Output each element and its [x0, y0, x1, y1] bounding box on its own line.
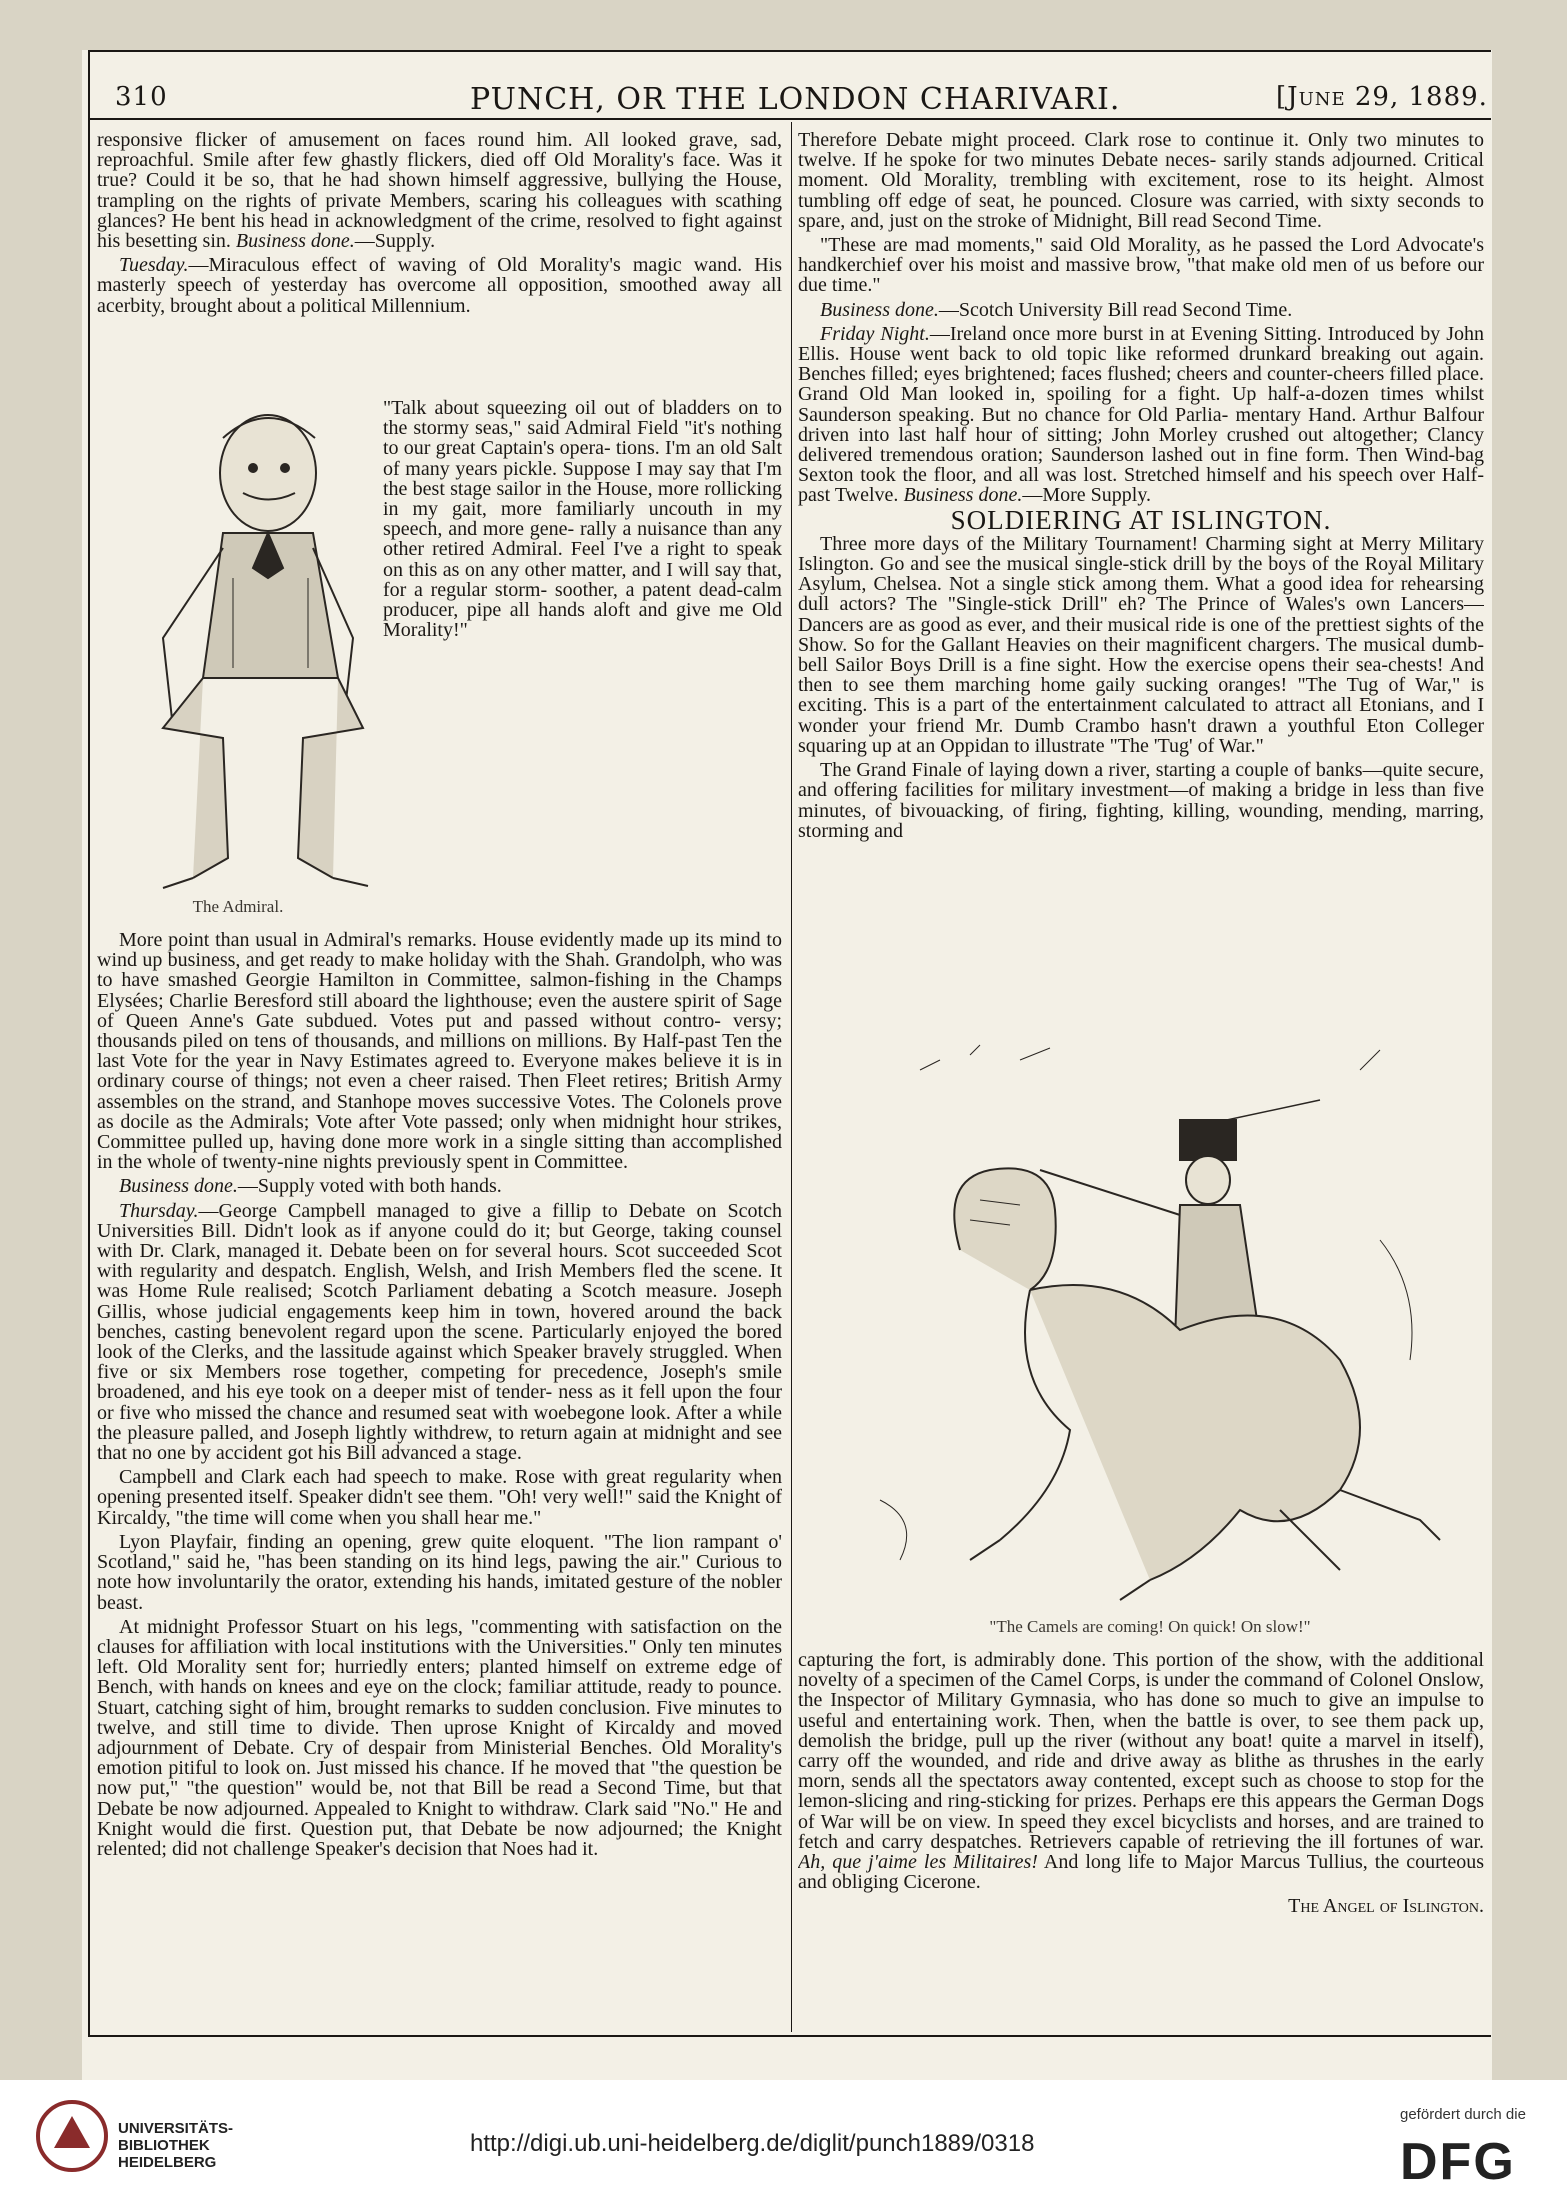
day-label: Friday Night. — [820, 322, 930, 345]
business-done: Business done. — [119, 1175, 238, 1198]
page-title: PUNCH, OR THE LONDON CHARIVARI. — [470, 82, 1121, 117]
source-url-link[interactable]: http://digi.ub.uni-heidelberg.de/diglit/punch1889/0318 — [470, 2130, 1035, 2157]
header-rule — [88, 118, 1491, 120]
university-logo-icon — [34, 2098, 110, 2174]
day-label: Thursday. — [119, 1199, 199, 1222]
paragraph — [97, 1176, 782, 1196]
business-done-tail: —Scotch University Bill read Second Time. — [938, 298, 1293, 321]
top-rule — [88, 50, 1491, 52]
admiral-illustration — [103, 398, 378, 893]
paragraph — [97, 1467, 782, 1528]
paragraph-text: —Miraculous effect of waving of Old Morality's magic wand. His masterly speech of yesterday has overcome all opposition, smoothed away all acerbity, brought about a political Millennium. — [97, 254, 782, 317]
paragraph — [383, 398, 782, 640]
business-done: Business done. — [820, 298, 939, 321]
business-done-tail: —More Supply. — [1022, 484, 1152, 507]
business-done-tail: —Supply. — [354, 230, 436, 253]
right-column-top — [798, 130, 1484, 1070]
paragraph-text: Therefore Debate might proceed. Clark rose to continue it. Only two minutes to twelve. If he spoke for two minutes Debate neces- sarily stands adjourned. Critical moment. Old Morality, trembling with excitement, rose to its height. Almost tumbling off edge of seat, he pounced. Closure was carried, with sixty seconds to spare, and, just on the stroke of Midnight, Bill read Second Time. — [798, 130, 1484, 232]
paragraph — [97, 1532, 782, 1613]
paragraph-text: More point than usual in Admiral's remarks. House evidently made up its mind to wind up business, and get ready to make holiday with the Shah. Grandolph, who was to have smashed Georgie Hamilton in Committee, salmon-fishing in the Champs Elysées; Charlie Beresford still aboard the lighthouse; even the austere spirit of Sage of Queen Anne's Gate subdued. Votes put and passed without contro- versy; thousands piled on tens of thousands, and millions on millions. By Half-past Ten the last Vote for the year in Navy Estimates agreed to. Everyone makes believe it is in ordinary course of things; not even a cheer raised. Then Fleet retires; British Army assembles on the strand, and Stanhope moves successive Votes. The Colonels prove as docile as the Admirals; Vote after Vote passed; only when midnight hour strikes, Committee pulled up, having done more work in a single sitting than accomplished in the whole of twenty-nine nights previously spent in Committee. — [97, 930, 782, 1174]
camel-caption: "The Camels are coming! On quick! On slow!" — [989, 1617, 1311, 1636]
issue-date-text: [June 29, 1889. — [1276, 82, 1488, 112]
paragraph-text: —George Campbell managed to give a fillip to Debate on Scotch Universities Bill. Didn't look as if anyone could do it; but George, taking counsel with Dr. Clark, managed it. Debate been on for several hours. Scot succeeded Scot with regularity and despatch. English, Welsh, and Irish Members fled the scene. It was Home Rule realised; Scotch Parliament debating a Scotch measure. Joseph Gillis, whose judicial engagements keep him in town, hovered around the back benches, casting benevolent regard upon the scene. Particularly enjoyed the bored look of the Clerks, and the lassitude against which Speaker bravely struggled. When five or six Members rose together, competing for precedence, Joseph's smile broadened, and his eye took on a deeper mist of tender- ness as it fell upon the four or five who missed the chance and resumed seat with woebegone look. After a while the pleasure palled, and Joseph lightly withdrew, to return again at midnight and see that no one by accident got his Bill advanced a stage. — [97, 1199, 782, 1465]
paragraph-text: —Ireland once more burst in at Evening Sitting. Introduced by John Ellis. House went back to old topic like reformed drunkard breaking out again. Benches filled; eyes brightened; faces flushed; cheers and counter-cheers filled place. Grand Old Man looked in, spoiling for a fight. Up half-a-dozen times whilst Saunderson speaking. But no chance for Old Parlia- mentary Hand. Arthur Balfour driven into last half hour of sitting; John Morley crushed out altogether; Clancy delivered tremendous oration; Saunderson lashed out in fine form. Then Wind-bag Sexton took the floor, and all was lost. Stretched himself and his speech over Half-past Twelve. — [798, 322, 1484, 507]
author-signature: The Angel of Islington. — [1288, 1895, 1484, 1918]
paragraph-text: capturing the fort, is admirably done. This portion of the show, with the additional novelty of a specimen of the Camel Corps, is under the command of Colonel Onslow, the Inspector of Military Gymnasia, who has done so much to give an impulse to useful and entertaining work. Then, when the battle is over, to see them pack up, demolish the bridge, pull up the river (without any boat! quite a marvel in itself), carry off the wounded, and ride and drive away as blithe as thrushes in the early morn, sends all the spectators away contented, except such as choose to stop for the lemon-slicing and ring-sticking for prizes. Perhaps ere this appears the German Dogs of War will be on view. In speed they excel bicyclists and horses, and are trained to fetch and carry despatches. Retrievers capable of retrieving the ill fortunes of war. — [798, 1650, 1484, 1853]
paragraph — [97, 1201, 782, 1464]
paragraph — [798, 1650, 1484, 1892]
paragraph-text: Lyon Playfair, finding an opening, grew quite eloquent. "The lion rampant o' Scotland," said he, "has been standing on its hind legs, pawing the air." Curious to note how involuntarily the orator, extending his hands, imitated gesture of the nobler beast. — [97, 1530, 782, 1614]
library-line: HEIDELBERG — [118, 2154, 217, 2171]
paragraph-text: At midnight Professor Stuart on his legs, "commenting with satisfaction on the clauses for affiliation with local institutions with the Universities." Only ten minutes left. Old Morality sent for; hurriedly enters; planted himself on extreme edge of Bench, with hands on knees and eye on the clock; familiar attitude, ready to pounce. Stuart, catching sight of him, brought remarks to sudden conclusion. Five minutes to twelve, and still time to divide. Then uprose Knight of Kircaldy and moved adjournment of Debate. Cry of despair from Ministerial Benches. Old Morality's emotion pitiful to look on. Just missed his chance. If he moved that "the question be now put," "the question" would be, not that Bill be read a Second Time, but that Debate be now adjourned. Appealed to Knight to withdraw. Clark said "No." He and Knight would die first. Question put, that Debate be now adjourned; the Knight relented; did not challenge Speaker's decision that Noes had it. — [97, 1615, 782, 1860]
day-label: Tuesday. — [119, 254, 189, 277]
french-phrase: Ah, que j'aime les Militaires! — [798, 1851, 1038, 1874]
library-line: UNIVERSITÄTS- — [118, 2120, 234, 2137]
paragraph — [798, 760, 1484, 841]
business-done: Business done. — [235, 230, 355, 253]
left-column-narrow — [383, 398, 782, 926]
paragraph — [97, 130, 782, 251]
paragraph-text: The Grand Finale of laying down a river, starting a couple of banks—quite secure, and offering facilities for military investment—of making a bridge in less than five minutes, of bivouacking, of firing, fighting, killing, wounding, mending, marring, storming and — [798, 759, 1484, 842]
paragraph — [798, 324, 1484, 506]
paragraph-text: "Talk about squeezing oil out of bladders on to the stormy seas," said Admiral Field "it's nothing to our great Captain's opera- tions. I'm an old Salt of many years pickle. Suppose I may say that I'm the best stage sailor in the House, more rollicking in my gait, more familiarly uncouth in my speech, and more gene- rally a nuisance than any other retired Admiral. Feel I've a right to speak on this as on any other matter, and I will say that, for a regular storm- soother, a patent dead-calm producer, pipe all hands aloft and give me Old Morality!" — [383, 398, 782, 642]
left-column-top — [97, 130, 782, 394]
section-title: SOLDIERING AT ISLINGTON. — [950, 504, 1332, 535]
left-rule — [88, 50, 90, 2035]
library-name — [118, 2120, 233, 2171]
paragraph-text: responsive flicker of amusement on faces round him. All looked grave, sad, reproachful. Smile after few ghastly flickers, died off Old Morality's face. Was it true? Could it be so, that he had shown himself aggressive, bullying the House, trampling on the rights of private Members, scaring his colleagues with scathing glances? He bent his head in acknowledgment of the crime, resolved to fight against his besetting sin. — [97, 130, 782, 253]
paragraph-text: "These are mad moments," said Old Morality, as he passed the Lord Advocate's handkerchief over his moist and massive brow, "that make old men of us before our due time." — [798, 234, 1484, 297]
column-divider — [791, 122, 792, 2032]
funded-by-label: gefördert durch die — [1400, 2106, 1526, 2123]
paragraph — [798, 300, 1484, 320]
issue-date — [1276, 82, 1488, 112]
paragraph — [97, 930, 782, 1172]
page-number: 310 — [115, 82, 168, 112]
paragraph — [97, 255, 782, 316]
business-done-tail: —Supply voted with both hands. — [237, 1175, 502, 1198]
library-line: BIBLIOTHEK — [118, 2137, 210, 2154]
paragraph-text: Campbell and Clark each had speech to make. Rose with great regularity when opening presented itself. Speaker didn't see them. "Oh! very well!" said the Knight of Kircaldy, "the time will come when you shall hear me." — [97, 1466, 782, 1529]
camel-illustration — [820, 1040, 1470, 1610]
footer-bar — [0, 2080, 1567, 2200]
admiral-caption: The Admiral. — [192, 897, 284, 916]
paragraph — [97, 1617, 782, 1859]
paragraph — [798, 235, 1484, 296]
left-column-bottom — [97, 930, 782, 2030]
paragraph — [798, 130, 1484, 231]
business-done: Business done. — [903, 484, 1023, 507]
paragraph-text: Three more days of the Military Tournament! Charming sight at Merry Military Islington. Go and see the musical single-stick drill by the boys of the Royal Military Asylum, Chelsea. Not a single stick among them. What a good idea for rehearsing dull actors? The "Single-stick Drill" eh? The Prince of Wales's own Lancers—Dancers are as good as ever, and their musical ride is one of the prettiest sights of the Show. So for the Gallant Heavies on their magnificent chargers. The musical dumb-bell Sailor Boys Drill is a fine sight. How the exercise opens their sea-chests! And then to see them marching home gaily sucking oranges! "The Tug of War," is exciting. This is a part of the entertainment calculated to attract all Etonians, and I wonder your friend Mr. Dumb Crambo hasn't drawn a youthful Eton Colleger squaring up at an Oppidan to illustrate "The 'Tug' of War." — [798, 532, 1484, 757]
bottom-rule — [88, 2035, 1491, 2037]
dfg-logo: DFG — [1400, 2133, 1516, 2191]
paragraph-text: And long life to Major Marcus Tullius, the courteous and obliging Cicerone. — [798, 1851, 1484, 1894]
paragraph — [798, 534, 1484, 756]
right-column-bottom — [798, 1650, 1484, 2035]
